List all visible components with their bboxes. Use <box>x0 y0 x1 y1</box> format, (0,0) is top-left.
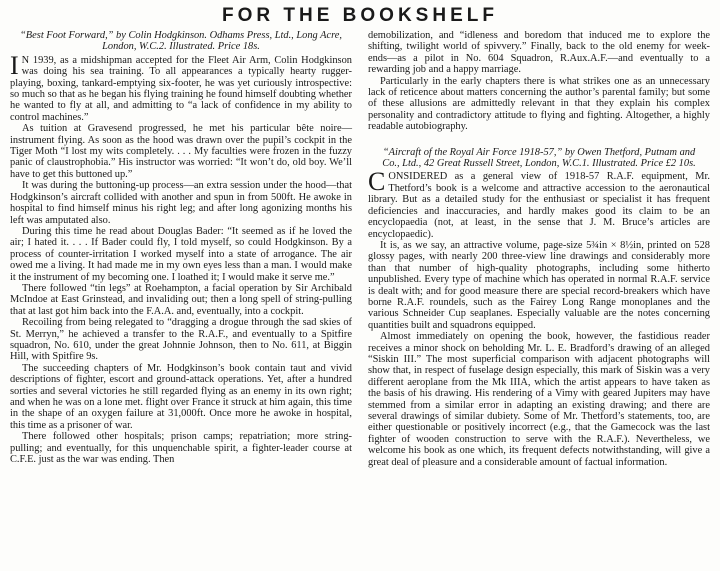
review1-paragraph: During this time he read about Douglas Bader: “It seemed as if he loved the air; I hated it. . . . If Bader could fly, I told myself, so could Hodgkinson. By a process of counter-irritation I worked myself into a state of arrogance. The air owed me a living. It had made me in my own eyes less than a man. I would make it the instrument of my becoming one. I loathed it; I would make it serve me.” <box>10 225 352 283</box>
review1-heading: “Best Foot Forward,” by Colin Hodgkinson. Odhams Press, Ltd., Long Acre, London, W.C.2. Illustrated. Price 18s. <box>20 30 342 53</box>
review2-heading: “Aircraft of the Royal Air Force 1918-57,” by Owen Thetford, Putnam and Co., Ltd., 42 Great Russell Street, London, W.C.1. Illustrated. Price £2 10s. <box>382 146 696 170</box>
section-masthead: FOR THE BOOKSHELF <box>222 5 498 26</box>
review1-paragraph: There followed “tin legs” at Roehampton, a facial operation by Sir Archibald McIndoe at East Grinstead, and invaliding out; then a long spell of string-pulling that at last got him back into the F.A.A. and, eventually, into a cockpit. <box>10 282 352 317</box>
review2-paragraph: Almost immediately on opening the book, however, the fastidious reader receives a minor shock on beholding Mr. L. E. Bradford’s drawing of an alleged “Siskin III.” The most superficial comparison with adjacent photographs will show that, in respect of fuselage design especially, this mark of Siskin was a very different aeroplane from the Mk IIIA, which the artist appears to have taken as the basis of his drawing. His rendering of a Vimy with geared Jupiters may have stemmed from a similar error in adapting an existing drawing; and there are several drawings of similar dubiety. Some of Mr. Thetford’s statements, too, are either questionable or positively incorrect (e.g., that the Gamecock was the last fighter of wooden construction to serve with the R.A.F.). Nevertheless, we welcome his book as one which, its frequent defects notwithstanding, will give a great deal of pleasure and a considerable amount of factual information. <box>368 331 710 468</box>
review1-paragraph: As tuition at Gravesend progressed, he met his particular bête noire—instrument flying. As soon as the hood was drawn over the pupil’s cockpit in the Tiger Moth “I lost my wits completely. . . . My faculties were frozen in the fuzzy panic of claustrophobia.” His instructor was worried: “It won’t do, old boy. We’ll have to get this buttoned up.” <box>10 123 352 180</box>
review1-continuation: Particularly in the early chapters there is what strikes one as an unnecessary lack of reticence about matters concerning the author’s parental family; but some of these allusions are admittedly relevant in that they explain his complex personality and contradictory attitude to flying and fighting. Altogether, a highly readable autobiography. <box>368 75 710 133</box>
review-separator <box>368 133 710 147</box>
review1-continuation: demobilization, and “idleness and boredom that induced me to explore the shifting, twilight world of spivvery.” Finally, back to the old enemy for week-ends—as a pilot in No. 604 Squadron, R.Aux.A.F.—and eventually to a rewarding job and a happy marriage. <box>368 30 710 76</box>
review1-paragraph: It was during the buttoning-up process—an extra session under the hood—that Hodgkinson’s aircraft collided with another and spun in from 500ft. He awoke in hospital to find himself minus his right leg; and after long agonizing months his left was amputated also. <box>10 180 352 226</box>
review1-paragraph: IN 1939, as a midshipman accepted for the Fleet Air Arm, Colin Hodgkinson was doing his sea training. To all appearances a typically hearty rugger-playing, boxing, tankard-emptying six-footer, he was yet curiously introspective: so much so that as he began his flying training he found himself doubting whether he wanted to fly at all, and admitting to “a lack of confidence in my ability to control machines.” <box>10 50 352 123</box>
right-column <box>368 30 710 468</box>
review1-paragraph: There followed other hospitals; prison camps; repatriation; more string-pulling; and eventually, for this unquenchable spirit, a fighter-leader course at C.F.E. just as the war was ending. Then <box>10 431 352 466</box>
left-column <box>10 30 352 468</box>
text-columns <box>10 30 710 468</box>
review2-paragraph: CONSIDERED as a general view of 1918-57 R.A.F. equipment, Mr. Thetford’s book is a welcome and attractive accession to the aeronautical library. But as a detailed study for the enthusiast or specialist it has frequent deficiencies and inaccuracies, and hardly makes good its claim to be an encyclopaedia (not, at least, in the sense that J. M. Bruce’s articles are encyclopaedic). <box>368 167 710 240</box>
review1-paragraph: The succeeding chapters of Mr. Hodgkinson’s book contain taut and vivid descriptions of fighter, escort and ground-attack operations. Yet, after a hundred sorties and several victories he still regarded flying as an enemy in its own right; and when he was on a lone met. flight over France it struck at him again, this time in the shape of an oxygen failure at 31,000ft. Once more he awoke in hospital, this time as a prisoner of war. <box>10 362 352 431</box>
review2-paragraph: It is, as we say, an attractive volume, page-size 5¾in × 8½in, printed on 528 glossy pages, with nearly 200 three-view line drawings and considerably more than that number of high-quality photographs, including some hitherto unpublished. Every type of machine which has operated in normal R.A.F. service is dealt with; and for good measure there are special record-breakers which have borne R.A.F. roundels, such as the Fairey Long Range monoplanes and the various Schneider Cup seaplanes. Especially valuable are the notes concerning quantities built and squadrons equipped. <box>368 239 710 331</box>
review1-paragraph: Recoiling from being relegated to “dragging a drogue through the sad skies of St. Merryn,” he achieved a transfer to the R.A.F., and eventually to a Spitfire squadron, No. 610, under the great Johnnie Johnson, then to No. 611, at Biggin Hill, with Spitfire 9s. <box>10 317 352 363</box>
